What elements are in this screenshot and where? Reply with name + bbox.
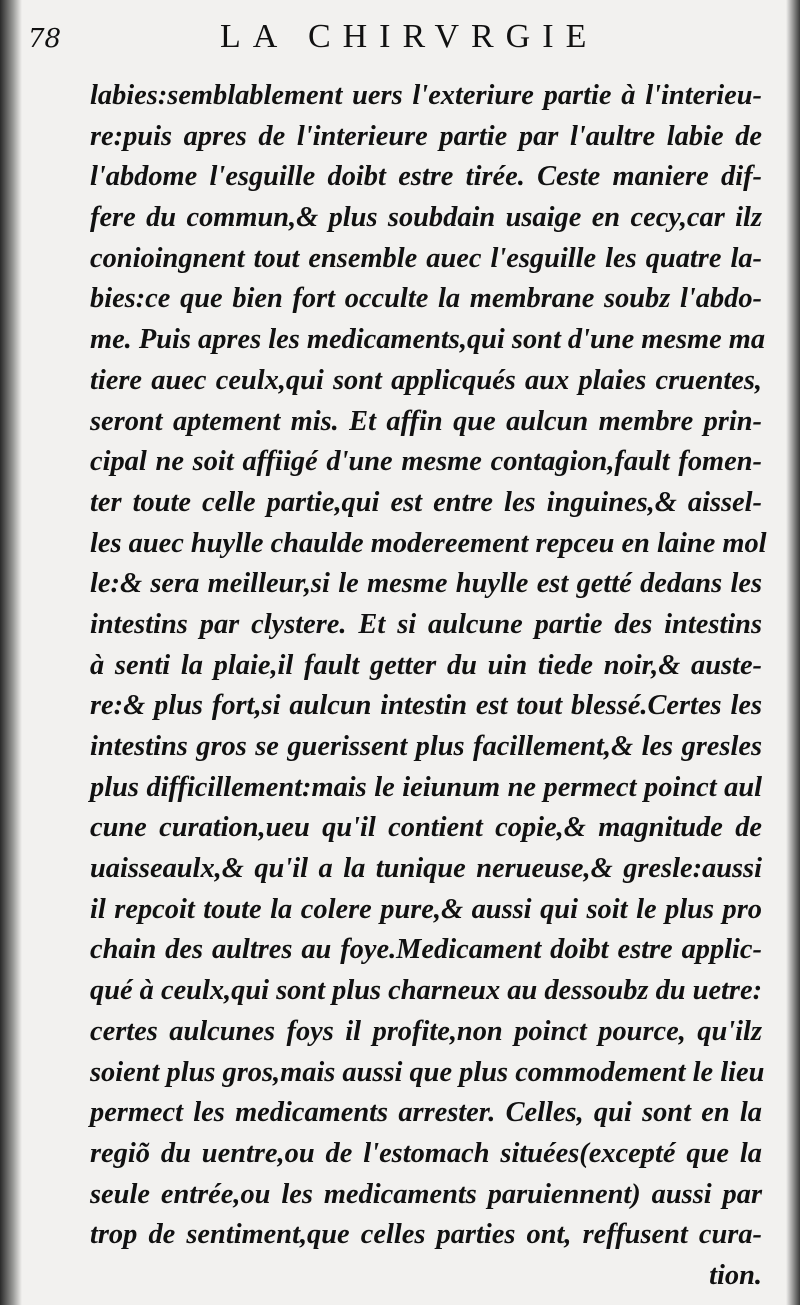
text-line: à senti la plaie,il fault getter du uin tiede noir,& auste- [90, 649, 762, 681]
text-line: chain des aultres au foye.Medicament doibt estre applic- [90, 934, 762, 966]
text-line: me. Puis apres les medicaments,qui sont d'une mesme ma [90, 324, 766, 356]
text-line: uaisseaulx,& qu'il a la tunique nerueuse,& gresle:aussi [90, 853, 762, 885]
text-line: ter toute celle partie,qui est entre les inguines,& aissel- [90, 486, 762, 518]
running-title: LA CHIRVRGIE [220, 18, 599, 55]
page-edge-shadow [786, 0, 800, 1305]
text-line: tion. [709, 1259, 762, 1291]
text-line: trop de sentiment,que celles parties ont, reffusent cura- [90, 1219, 762, 1251]
text-line: labies:semblablement uers l'exteriure partie à l'interieu- [90, 80, 762, 111]
text-line: permect les medicaments arrester. Celles, qui sont en la [90, 1097, 762, 1129]
text-line: conioingnent tout ensemble auec l'esguille les quatre la- [90, 242, 762, 274]
text-line: re:& plus fort,si aulcun intestin est tout blessé.Certes les [90, 690, 762, 722]
text-line: les auec huylle chaulde modereement repceu en laine mol [90, 527, 767, 559]
text-line: soient plus gros,mais aussi que plus commodement le lieu [90, 1056, 765, 1088]
text-line: regiõ du uentre,ou de l'estomach situées(excepté que la [90, 1137, 762, 1169]
text-line: re:puis apres de l'interieure partie par l'aultre labie de [90, 120, 762, 152]
text-line: certes aulcunes foys il profite,non poinct pource, qu'ilz [90, 1015, 762, 1047]
text-line: il repcoit toute la colere pure,& aussi qui soit le plus pro [90, 893, 762, 925]
page-number: 78 [28, 24, 62, 54]
page-header [20, 18, 780, 58]
text-line: cipal ne soit affiigé d'une mesme contagion,fault fomen- [90, 446, 762, 478]
text-line: fere du commun,& plus soubdain usaige en cecy,car ilz [90, 202, 762, 234]
text-line: tiere auec ceulx,qui sont applicqués aux plaies cruentes, [90, 364, 762, 396]
text-line: intestins gros se guerissent plus facillement,& les gresles [90, 731, 762, 762]
text-line: seule entrée,ou les medicaments paruiennent) aussi par [90, 1178, 762, 1210]
text-line: intestins par clystere. Et si aulcune partie des intestins [90, 608, 762, 640]
text-line: qué à ceulx,qui sont plus charneux au dessoubz du uetre: [90, 975, 763, 1007]
body-text [90, 76, 767, 1297]
text-line: plus difficillement:mais le ieiunum ne permect poinct aul [90, 771, 762, 803]
text-line: le:& sera meilleur,si le mesme huylle est getté dedans les [90, 568, 762, 600]
text-line: bies:ce que bien fort occulte la membrane soubz l'abdo- [90, 283, 762, 315]
text-line: seront aptement mis. Et affin que aulcun membre prin- [90, 405, 762, 437]
text-line: cune curation,ueu qu'il contient copie,& magnitude de [90, 812, 762, 844]
text-line: l'abdome l'esguille doibt estre tirée. Ceste maniere dif- [90, 161, 762, 193]
gutter-shadow [0, 0, 22, 1305]
